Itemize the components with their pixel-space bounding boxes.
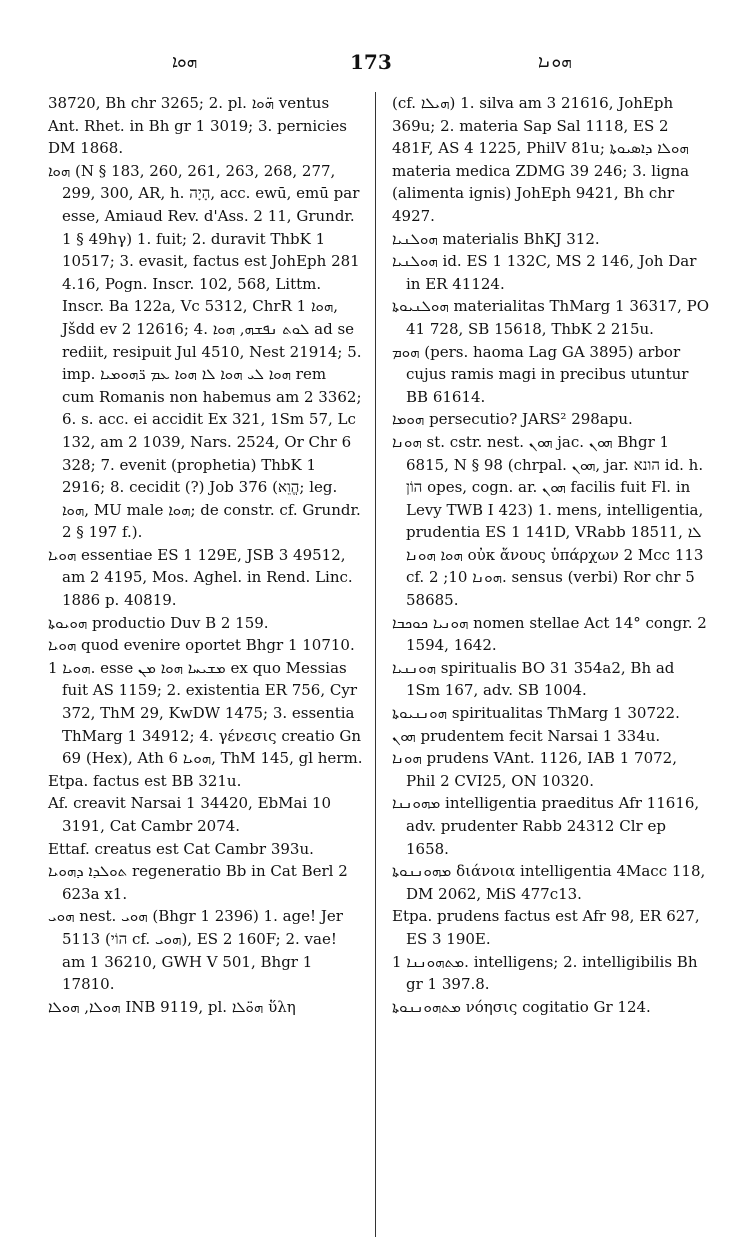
dictionary-entry: ܗܘܠܢܝܐ materialis BhKJ 312. xyxy=(392,229,600,248)
header-left-word: ܗܘܐ xyxy=(172,52,198,72)
page-number: 173 xyxy=(350,50,392,74)
dictionary-entry: ܗܘܡܐ persecutio? JARS² 298apu. xyxy=(392,410,633,429)
dictionary-entry: Af. creavit Narsai 1 34420, EbMai 10 3191, Cat Cambr 2074. xyxy=(48,794,332,835)
dictionary-entry: ܡܗܘܢܢܐ intelligentia praeditus Afr 11616, adv. prudenter Rabb 24312 Clr ep 1658. xyxy=(392,794,700,858)
dictionary-entry: ܗܘܐ (N § 183, 260, 261, 263, 268, 277, 299, 300, AR, h. הָיָה, acc. ewū, emū par esse, Amiaud Rev. d'Ass. 2 11, Grundr. 1 § 49hγ) 1. fuit; 2. duravit ThbK 1 10517; 3. evasit, factus est JohEph 281 4.16, Pogn. Inscr. 102, 568, Littm. Inscr. Ba 122a, Vc 5312, ChrR ܗܘܐ 1, Jšdd ev 2 12616; 4. ܠܘܬ ܢܦܫܗ, ܗܘܐ ad se rediit, resipuit Jul 4510, Nest 21914; 5. imp. ܗܘܐ ܠܝ ܗܘܐ ܠܐ ܗܘܐ ܥܡ ܪ̈ܗܘܡܝܐ rem cum Romanis non habemus am 2 3362; 6. s. acc. ei accidit Ex 321, 1Sm 57, Lc 132, am 2 1039, Nars. 2524, Or Chr 6 328; 7. evenit (prophetia) ThbK 1 2916; 8. cecidit (?) Job 376 (הֱוֵא; leg. ܗܘܐ, MU male ܗܘܐ; de constr. cf. Grundr. 2 § 197 f.). xyxy=(48,161,362,542)
dictionary-entry: ܗܘܢܐ st. cstr. nest. ܗܘܢ jac. ܗܘܢ Bhgr 1 6815, N § 98 (chrpal. ܗܘܢ, jar. הונא id. h. הוֹן opes, cogn. ar. ܗܘܢ facilis fuit Fl. in Levy TWB I 423) 1. mens, intelligentia, prudentia ES 1 141D, VRabb 18511, ܠܐ ܗܘܐ ܗܘܢܐ οὐκ ἄνους ὑπάρχων 2 Mcc 113 cf. ܗܘܢܐ 10; 2. sensus (verbi) Ror chr 5 58685. xyxy=(392,432,704,610)
header-right-word: ܗܘܢܐ xyxy=(538,52,572,72)
dictionary-entry: ܗܘܝܐ quod evenire oportet Bhgr 1 10710. xyxy=(48,636,355,655)
dictionary-entry: ܡܬܗܘܢܢܐ 1. intelligens; 2. intelligibilis Bh gr 1 397.8. xyxy=(392,952,698,994)
dictionary-entry: (cf. ܗܝܠܐ) 1. silva am 3 21616, JohEph 369u; 2. materia Sap Sal 1118, ES 2 481F, AS 4 1225, PhilV 81u; ܗܘܠܐ ܕܐܣܝܘܬܐ materia medica ZDMG 39 246; 3. ligna (alimenta ignis) JohEph 9421, Bh chr 4927. xyxy=(392,94,690,225)
dictionary-entry: ܗܘܝܐ 1. esse ܡܫܝܚܐ ܗܘܐ ܡܢ ex quo Messias fuit AS 1159; 2. existentia ER 756, Cyr 372, ThM 29, KwDW 1475; 3. essentia ThMarg 1 34912; 4. γένεσις creatio Gn 69 (Hex), Ath ܗܘܝܐ 6, ThM 145, gl herm. xyxy=(48,658,363,768)
page-header xyxy=(0,52,750,82)
dictionary-entry: ܬܘܠܕܐ ܕܗܘܝܐ regeneratio Bb in Cat Berl 2 623a x1. xyxy=(48,862,348,903)
dictionary-entry: ܡܗܘܢܢܘܬܐ διάνοια intelligentia 4Macc 118, DM 2062, MiS 477c13. xyxy=(392,862,706,903)
left-column xyxy=(48,92,363,1018)
dictionary-entry: ܡܬܗܘܢܢܘܬܐ νόησις cogitatio Gr 124. xyxy=(392,997,651,1016)
dictionary-entry: ܗܘܢܝܐ ܟܘܟܒܐ nomen stellae Act 14° congr. 2 1594, 1642. xyxy=(392,613,707,655)
dictionary-entry: ܗܘܠܐ, ܗܘܠܐ INB 9119, pl. ܗܘ̈ܠܐ ὕλη xyxy=(48,997,296,1016)
dictionary-entry: ܗܘܠܢܝܐ id. ES 1 132C, MS 2 146, Joh Dar in ER 41124. xyxy=(392,252,697,293)
dictionary-entry: ܗܘܝܐ essentiae ES 1 129E, JSB 3 49512, am 2 4195, Mos. Aghel. in Rend. Linc. 1886 p. 40819. xyxy=(48,545,353,610)
dictionary-entry: ܗܘܢܐ prudens VAnt. 1126, IAB 1 7072, Phil 2 CVI25, ON 10320. xyxy=(392,749,677,790)
dictionary-entry: 38720, Bh chr 3265; 2. pl. ܗ̈ܘܐ ventus Ant. Rhet. in Bh gr 1 3019; 3. pernicies DM 1868. xyxy=(48,94,347,158)
dictionary-entry: ܗܘܢ prudentem fecit Narsai 1 334u. xyxy=(392,726,661,745)
dictionary-entry: Etpa. prudens factus est Afr 98, ER 627, ES 3 190E. xyxy=(392,907,700,948)
right-column xyxy=(392,92,710,1018)
dictionary-entry: ܗܘܡ (pers. haoma Lag GA 3895) arbor cujus ramis magi in precibus utuntur BB 61614. xyxy=(392,342,689,406)
dictionary-entry: ܗܘܝܘܬܐ productio Duv B 2 159. xyxy=(48,613,269,632)
dictionary-entry: ܗܘܢܢܝܐ spiritualis BO 31 354a2, Bh ad 1Sm 167, adv. SB 1004. xyxy=(392,658,675,700)
dictionary-entry: Etpa. factus est BB 321u. xyxy=(48,771,242,790)
dictionary-entry: ܗܘܝ nest. ܗܘܝ (Bhgr 1 2396) 1. age! Jer 5113 (הוֹי cf. ܗܘܝ), ES 2 160F; 2. vae! am 1 36210, GWH V 501, Bhgr 1 17810. xyxy=(48,907,343,994)
column-divider xyxy=(375,92,376,1237)
dictionary-entry: ܗܘܠܢܝܘܬܐ materialitas ThMarg 1 36317, PO 41 728, SB 15618, ThbK 2 215u. xyxy=(392,297,710,338)
dictionary-entry: ܗܘܢܢܝܘܬܐ spiritualitas ThMarg 1 30722. xyxy=(392,704,680,723)
dictionary-entry: Ettaf. creatus est Cat Cambr 393u. xyxy=(48,839,314,858)
